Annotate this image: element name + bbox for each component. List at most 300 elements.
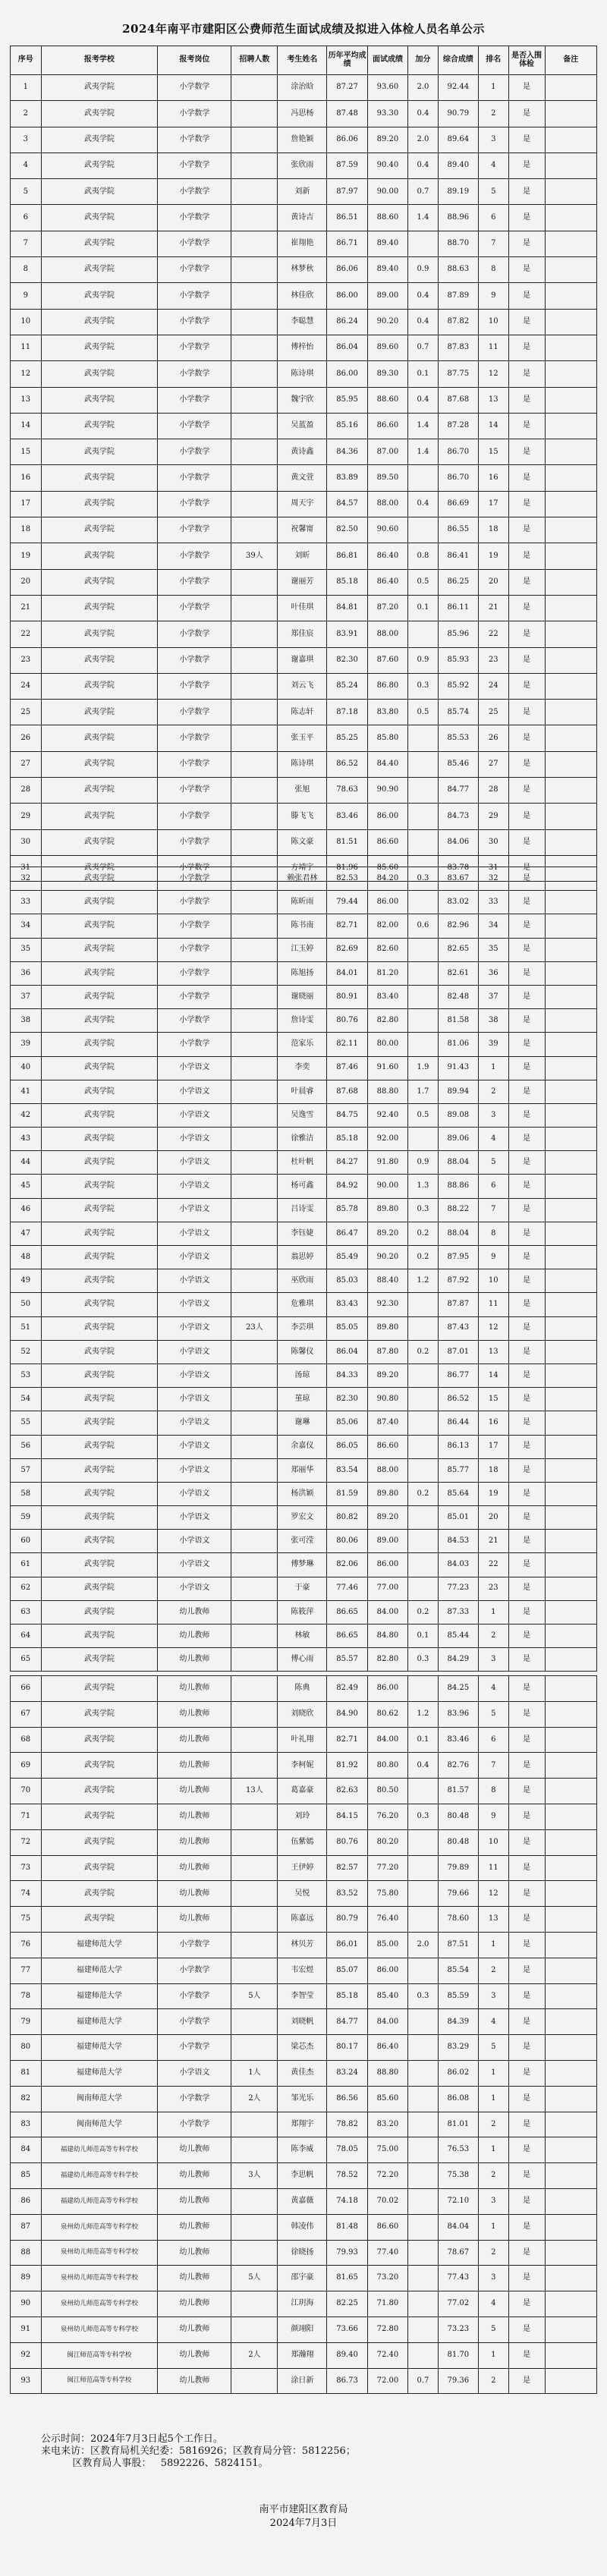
cell-bonus: 0.3	[408, 1198, 439, 1222]
cell-remark	[545, 1779, 596, 1804]
cell-seq: 25	[11, 700, 42, 725]
cell-school: 武夷学院	[41, 1779, 158, 1804]
cell-post: 小学数学	[158, 2086, 231, 2112]
cell-rank: 14	[479, 1363, 509, 1387]
cell-total-score: 87.51	[438, 1932, 478, 1958]
cell-bonus	[408, 829, 439, 855]
cell-name: 郑瀚翔	[278, 2342, 327, 2368]
cell-name: 刘云飞	[278, 673, 327, 699]
cell-physical-exam: 是	[508, 673, 545, 699]
cell-avg-score: 86.00	[327, 283, 367, 309]
cell-rank: 3	[479, 1983, 509, 2009]
cell-rank: 20	[479, 569, 509, 595]
cell-name: 江玥海	[278, 2291, 327, 2317]
cell-rank: 16	[479, 1411, 509, 1435]
cell-quota	[231, 413, 278, 439]
cell-interview-score: 92.40	[367, 1103, 407, 1127]
cell-school: 武夷学院	[41, 1881, 158, 1907]
cell-bonus	[408, 1293, 439, 1316]
cell-rank: 1	[479, 2214, 509, 2240]
table-row	[11, 413, 597, 439]
cell-avg-score: 78.63	[327, 778, 367, 804]
cell-total-score: 88.70	[438, 231, 478, 256]
results-table-part-3	[10, 1675, 597, 2394]
cell-interview-score: 80.50	[367, 1779, 407, 1804]
cell-quota	[231, 231, 278, 256]
cell-interview-score: 89.20	[367, 1363, 407, 1387]
cell-name: 陈典	[278, 1676, 327, 1702]
cell-physical-exam: 是	[508, 914, 545, 938]
cell-post: 幼儿教师	[158, 1701, 231, 1727]
cell-physical-exam: 是	[508, 2188, 545, 2214]
cell-seq: 16	[11, 465, 42, 491]
cell-total-score: 92.44	[438, 75, 478, 101]
cell-quota	[231, 309, 278, 335]
cell-name: 傅梦琳	[278, 1553, 327, 1577]
cell-physical-exam: 是	[508, 1701, 545, 1727]
cell-interview-score: 85.40	[367, 1983, 407, 2009]
table-row	[11, 1435, 597, 1458]
cell-bonus: 0.1	[408, 361, 439, 387]
cell-seq: 88	[11, 2240, 42, 2266]
cell-quota	[231, 891, 278, 914]
cell-name: 涂日新	[278, 2368, 327, 2394]
cell-rank: 16	[479, 465, 509, 491]
cell-bonus	[408, 1530, 439, 1553]
cell-bonus	[408, 2214, 439, 2240]
cell-remark	[545, 2137, 596, 2163]
cell-school: 武夷学院	[41, 1506, 158, 1530]
cell-rank: 5	[479, 2317, 509, 2342]
cell-total-score: 85.53	[438, 725, 478, 751]
cell-avg-score: 80.79	[327, 1907, 367, 1933]
cell-rank: 1	[479, 2342, 509, 2368]
table-row	[11, 867, 597, 891]
cell-remark	[545, 867, 596, 891]
cell-quota	[231, 1855, 278, 1881]
cell-seq: 73	[11, 1855, 42, 1881]
cell-physical-exam: 是	[508, 127, 545, 153]
cell-rank: 6	[479, 1175, 509, 1198]
cell-bonus: 0.4	[408, 283, 439, 309]
cell-interview-score: 72.00	[367, 2368, 407, 2394]
cell-remark	[545, 621, 596, 647]
cell-interview-score: 76.20	[367, 1804, 407, 1829]
results-table-part-2	[10, 867, 597, 1672]
cell-school: 武夷学院	[41, 1435, 158, 1458]
notice-line-publicity: 公示时间：2024年7月3日起5个工作日。	[41, 2433, 223, 2445]
column-header-quota: 招聘人数	[231, 46, 278, 75]
cell-physical-exam: 是	[508, 1316, 545, 1340]
cell-school: 武夷学院	[41, 543, 158, 569]
table-row	[11, 938, 597, 961]
cell-rank: 34	[479, 914, 509, 938]
cell-seq: 1	[11, 75, 42, 101]
cell-name: 叶佳琪	[278, 595, 327, 621]
cell-name: 陈诗琪	[278, 751, 327, 777]
cell-rank: 31	[479, 855, 509, 881]
cell-seq: 30	[11, 829, 42, 855]
cell-remark	[545, 647, 596, 673]
cell-seq: 10	[11, 309, 42, 335]
cell-post: 小学语文	[158, 1388, 231, 1411]
cell-quota	[231, 1435, 278, 1458]
cell-school: 武夷学院	[41, 1080, 158, 1103]
cell-school: 武夷学院	[41, 1222, 158, 1245]
cell-remark	[545, 205, 596, 231]
cell-bonus: 0.4	[408, 309, 439, 335]
cell-post: 小学数学	[158, 101, 231, 127]
cell-school: 武夷学院	[41, 283, 158, 309]
cell-post: 小学语文	[158, 1530, 231, 1553]
cell-avg-score: 84.81	[327, 595, 367, 621]
cell-bonus	[408, 517, 439, 543]
cell-physical-exam: 是	[508, 2240, 545, 2266]
cell-physical-exam: 是	[508, 1676, 545, 1702]
cell-name: 吕诗雯	[278, 1198, 327, 1222]
cell-avg-score: 84.27	[327, 1151, 367, 1175]
cell-interview-score: 80.00	[367, 1033, 407, 1056]
cell-school: 武夷学院	[41, 1411, 158, 1435]
cell-quota	[231, 1804, 278, 1829]
cell-name: 吴悦	[278, 1881, 327, 1907]
cell-remark	[545, 961, 596, 985]
cell-physical-exam: 是	[508, 569, 545, 595]
cell-post: 小学数学	[158, 2112, 231, 2137]
cell-bonus: 0.9	[408, 647, 439, 673]
cell-quota	[231, 1458, 278, 1482]
cell-name: 谢丽芳	[278, 569, 327, 595]
cell-avg-score: 86.65	[327, 1625, 367, 1648]
cell-total-score: 85.77	[438, 1458, 478, 1482]
cell-physical-exam: 是	[508, 75, 545, 101]
cell-name: 郑丽华	[278, 1458, 327, 1482]
cell-seq: 48	[11, 1246, 42, 1269]
cell-school: 武夷学院	[41, 778, 158, 804]
cell-interview-score: 75.00	[367, 2137, 407, 2163]
cell-school: 泉州幼儿师范高等专科学校	[41, 2317, 158, 2342]
cell-physical-exam: 是	[508, 2112, 545, 2137]
cell-physical-exam: 是	[508, 938, 545, 961]
cell-interview-score: 86.00	[367, 1676, 407, 1702]
cell-seq: 15	[11, 439, 42, 465]
cell-quota	[231, 1625, 278, 1648]
cell-quota: 13人	[231, 1779, 278, 1804]
cell-quota	[231, 2317, 278, 2342]
cell-avg-score: 86.73	[327, 2368, 367, 2394]
page-title: 2024年南平市建阳区公费师范生面试成绩及拟进入体检人员名单公示	[122, 22, 485, 36]
cell-avg-score: 81.59	[327, 1482, 367, 1505]
cell-seq: 82	[11, 2086, 42, 2112]
cell-total-score: 81.70	[438, 2342, 478, 2368]
cell-seq: 76	[11, 1932, 42, 1958]
cell-interview-score: 83.80	[367, 700, 407, 725]
cell-bonus: 0.3	[408, 673, 439, 699]
cell-quota: 2人	[231, 2086, 278, 2112]
cell-physical-exam: 是	[508, 1175, 545, 1198]
cell-remark	[545, 1128, 596, 1151]
cell-quota	[231, 1246, 278, 1269]
table-header-row	[11, 46, 597, 75]
cell-interview-score: 71.80	[367, 2291, 407, 2317]
cell-name: 巫欣雨	[278, 1269, 327, 1293]
cell-bonus	[408, 2060, 439, 2086]
cell-name: 徐晓扬	[278, 2240, 327, 2266]
table-row	[11, 1958, 597, 1983]
cell-name: 杜叶帆	[278, 1151, 327, 1175]
cell-rank: 1	[479, 2086, 509, 2112]
cell-post: 幼儿教师	[158, 1855, 231, 1881]
cell-remark	[545, 1553, 596, 1577]
cell-rank: 10	[479, 309, 509, 335]
cell-quota	[231, 621, 278, 647]
cell-remark	[545, 1881, 596, 1907]
cell-seq: 69	[11, 1753, 42, 1779]
cell-rank: 14	[479, 413, 509, 439]
cell-physical-exam: 是	[508, 1983, 545, 2009]
cell-avg-score: 84.01	[327, 961, 367, 985]
cell-seq: 9	[11, 283, 42, 309]
cell-remark	[545, 1269, 596, 1293]
cell-name: 梁芯杰	[278, 2035, 327, 2061]
cell-remark	[545, 2240, 596, 2266]
cell-name: 徐雅洁	[278, 1128, 327, 1151]
cell-rank: 3	[479, 2266, 509, 2291]
cell-interview-score: 80.20	[367, 1829, 407, 1855]
cell-remark	[545, 1482, 596, 1505]
cell-physical-exam: 是	[508, 1907, 545, 1933]
cell-quota	[231, 1363, 278, 1387]
cell-school: 武夷学院	[41, 1316, 158, 1340]
cell-bonus	[408, 1128, 439, 1151]
cell-quota	[231, 985, 278, 1008]
cell-physical-exam: 是	[508, 309, 545, 335]
column-header-interview-score: 面试成绩	[367, 46, 407, 75]
cell-post: 小学语文	[158, 1577, 231, 1600]
cell-interview-score: 82.60	[367, 938, 407, 961]
cell-interview-score: 90.00	[367, 1175, 407, 1198]
cell-seq: 13	[11, 387, 42, 413]
cell-physical-exam: 是	[508, 101, 545, 127]
cell-rank: 1	[479, 1932, 509, 1958]
cell-remark	[545, 257, 596, 283]
cell-post: 小学数学	[158, 985, 231, 1008]
table-row	[11, 1411, 597, 1435]
cell-remark	[545, 1363, 596, 1387]
table-row	[11, 1388, 597, 1411]
cell-remark	[545, 2060, 596, 2086]
cell-seq: 58	[11, 1482, 42, 1505]
table-row	[11, 595, 597, 621]
table-row	[11, 2163, 597, 2189]
cell-quota	[231, 335, 278, 360]
column-header-physical-exam: 是否入围体检	[508, 46, 545, 75]
cell-total-score: 87.68	[438, 387, 478, 413]
table-row	[11, 1881, 597, 1907]
table-row	[11, 101, 597, 127]
cell-school: 武夷学院	[41, 1804, 158, 1829]
cell-total-score: 89.40	[438, 153, 478, 178]
table-row	[11, 569, 597, 595]
cell-name: 张玉平	[278, 725, 327, 751]
cell-interview-score: 84.00	[367, 1727, 407, 1753]
cell-bonus: 0.4	[408, 1753, 439, 1779]
cell-name: 刘晓欣	[278, 1701, 327, 1727]
cell-name: 郑翔宇	[278, 2112, 327, 2137]
cell-name: 葛嘉豪	[278, 1779, 327, 1804]
cell-name: 黄文萱	[278, 465, 327, 491]
cell-avg-score: 78.52	[327, 2163, 367, 2189]
cell-quota	[231, 1506, 278, 1530]
cell-post: 小学语文	[158, 1340, 231, 1363]
cell-quota	[231, 1269, 278, 1293]
cell-name: 吴蓝盈	[278, 413, 327, 439]
cell-total-score: 77.02	[438, 2291, 478, 2317]
cell-quota	[231, 961, 278, 985]
cell-avg-score: 83.54	[327, 1458, 367, 1482]
cell-avg-score: 80.06	[327, 1530, 367, 1553]
cell-physical-exam: 是	[508, 1056, 545, 1080]
cell-post: 小学数学	[158, 855, 231, 881]
cell-seq: 28	[11, 778, 42, 804]
cell-total-score: 81.58	[438, 1009, 478, 1033]
table-row	[11, 2240, 597, 2266]
cell-post: 小学数学	[158, 283, 231, 309]
cell-school: 泉州幼儿师范高等专科学校	[41, 2291, 158, 2317]
cell-avg-score: 83.89	[327, 465, 367, 491]
cell-post: 小学数学	[158, 914, 231, 938]
cell-post: 小学语文	[158, 1316, 231, 1340]
cell-name: 刘新	[278, 179, 327, 205]
cell-interview-score: 81.20	[367, 961, 407, 985]
cell-name: 傅梓怡	[278, 335, 327, 360]
cell-interview-score: 84.00	[367, 1600, 407, 1624]
cell-remark	[545, 1625, 596, 1648]
cell-interview-score: 88.40	[367, 1269, 407, 1293]
cell-bonus: 1.2	[408, 1269, 439, 1293]
cell-bonus: 2.0	[408, 127, 439, 153]
cell-name: 张旭	[278, 778, 327, 804]
cell-interview-score: 87.60	[367, 647, 407, 673]
cell-school: 武夷学院	[41, 491, 158, 517]
cell-avg-score: 84.15	[327, 1804, 367, 1829]
cell-avg-score: 87.27	[327, 75, 367, 101]
cell-remark	[545, 179, 596, 205]
table-row	[11, 1009, 597, 1033]
cell-name: 罗宏文	[278, 1506, 327, 1530]
cell-seq: 38	[11, 1009, 42, 1033]
cell-bonus: 0.8	[408, 543, 439, 569]
cell-post: 小学语文	[158, 1198, 231, 1222]
cell-rank: 33	[479, 891, 509, 914]
cell-physical-exam: 是	[508, 179, 545, 205]
notice-notes	[41, 2433, 356, 2470]
cell-school: 武夷学院	[41, 1676, 158, 1702]
notice-line-contact: 来电来访：区教育局机关纪委：5816926；区教育局分管：5812256；	[41, 2445, 356, 2457]
cell-rank: 24	[479, 673, 509, 699]
cell-avg-score: 86.56	[327, 2086, 367, 2112]
cell-remark	[545, 1033, 596, 1056]
column-header-post: 报考岗位	[158, 46, 231, 75]
cell-quota	[231, 1033, 278, 1056]
cell-name: 王伊婷	[278, 1855, 327, 1881]
table-row	[11, 1316, 597, 1340]
cell-bonus: 0.1	[408, 1625, 439, 1648]
cell-remark	[545, 517, 596, 543]
cell-post: 幼儿教师	[158, 2266, 231, 2291]
cell-quota	[231, 2188, 278, 2214]
cell-rank: 19	[479, 1482, 509, 1505]
cell-seq: 71	[11, 1804, 42, 1829]
cell-total-score: 86.08	[438, 2086, 478, 2112]
cell-name: 颜翊阳	[278, 2317, 327, 2342]
cell-name: 林敏	[278, 1625, 327, 1648]
cell-name: 李智莹	[278, 1983, 327, 2009]
cell-bonus	[408, 1958, 439, 1983]
cell-bonus: 0.4	[408, 491, 439, 517]
cell-quota	[231, 1829, 278, 1855]
cell-school: 武夷学院	[41, 855, 158, 881]
cell-bonus: 0.2	[408, 1222, 439, 1245]
cell-rank: 2	[479, 1958, 509, 1983]
cell-bonus	[408, 2342, 439, 2368]
cell-name: 祝馨甯	[278, 517, 327, 543]
cell-post: 小学数学	[158, 647, 231, 673]
cell-total-score: 84.03	[438, 1553, 478, 1577]
cell-post: 幼儿教师	[158, 2368, 231, 2394]
cell-post: 小学数学	[158, 778, 231, 804]
cell-total-score: 76.53	[438, 2137, 478, 2163]
cell-seq: 11	[11, 335, 42, 360]
cell-total-score: 82.65	[438, 938, 478, 961]
cell-bonus: 0.5	[408, 700, 439, 725]
cell-school: 武夷学院	[41, 647, 158, 673]
cell-post: 小学语文	[158, 1482, 231, 1505]
cell-school: 武夷学院	[41, 1269, 158, 1293]
cell-school: 武夷学院	[41, 1340, 158, 1363]
cell-interview-score: 87.80	[367, 1340, 407, 1363]
table-row	[11, 1625, 597, 1648]
cell-bonus: 0.2	[408, 1600, 439, 1624]
cell-quota	[231, 1600, 278, 1624]
cell-rank: 5	[479, 2035, 509, 2061]
cell-school: 武夷学院	[41, 1600, 158, 1624]
cell-total-score: 88.96	[438, 205, 478, 231]
cell-total-score: 86.77	[438, 1363, 478, 1387]
cell-physical-exam: 是	[508, 700, 545, 725]
cell-total-score: 89.08	[438, 1103, 478, 1127]
cell-physical-exam: 是	[508, 1804, 545, 1829]
cell-name: 韩凌伟	[278, 2214, 327, 2240]
cell-rank: 4	[479, 1128, 509, 1151]
cell-quota	[231, 1293, 278, 1316]
cell-rank: 12	[479, 1881, 509, 1907]
cell-total-score: 86.70	[438, 465, 478, 491]
cell-remark	[545, 829, 596, 855]
cell-quota	[231, 1932, 278, 1958]
cell-remark	[545, 1676, 596, 1702]
cell-interview-score: 86.60	[367, 413, 407, 439]
cell-remark	[545, 1530, 596, 1553]
cell-school: 闽江师范高等专科学校	[41, 2342, 158, 2368]
cell-post: 小学语文	[158, 1553, 231, 1577]
cell-seq: 62	[11, 1577, 42, 1600]
cell-total-score: 77.43	[438, 2266, 478, 2291]
table-row	[11, 1128, 597, 1151]
cell-school: 闽南师范大学	[41, 2086, 158, 2112]
cell-bonus	[408, 1881, 439, 1907]
cell-quota	[231, 2214, 278, 2240]
